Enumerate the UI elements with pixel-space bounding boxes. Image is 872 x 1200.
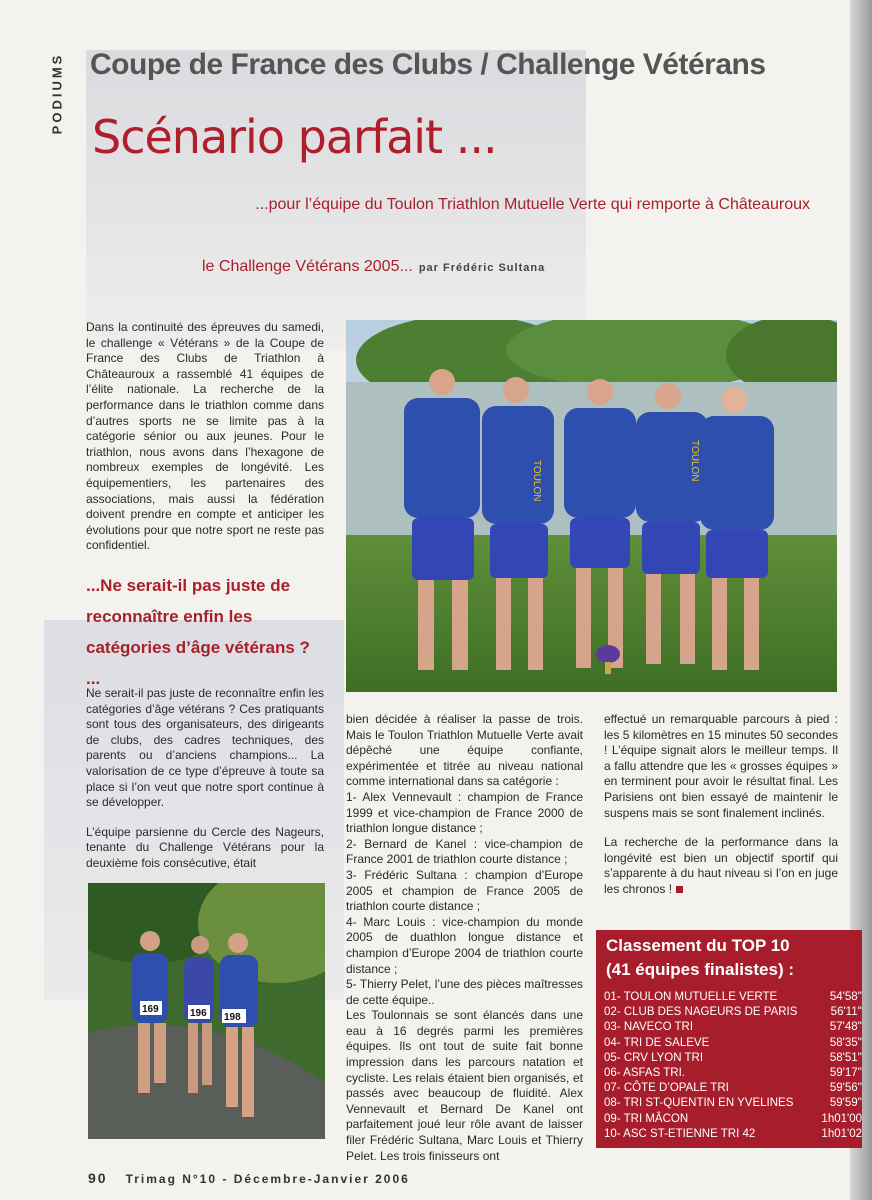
jersey-text: TOULON [689,440,700,482]
team-name: 02- CLUB DES NAGEURS DE PARIS [604,1006,798,1019]
race-bib: 198 [224,1012,241,1023]
team-time: 1h01'02 [821,1127,862,1140]
ranking-row [604,1020,862,1035]
team-time: 59'59'' [829,1097,862,1110]
ranking-title-line: Classement du TOP 10 [606,936,790,955]
list-item: 2- Bernard de Kanel : vice-champion de France 2001 de triathlon courte distance ; [346,836,583,867]
ranking-row [604,1112,862,1127]
body-column-2 [346,712,583,1164]
team-time: 59'17'' [829,1067,862,1080]
intro-paragraph: Dans la continuité des épreuves du samedi, le challenge « Vétérans » de la Coupe de France des Clubs de Triathlon à Châteauroux a rassemblé 41 équipes de l’élite nationale. La recherche de la performance dans le triathlon comme dans d’autres sports ne se limite pas à la catégorie sénior ou aux jeunes. Pour le triathlon, nous avons dans l’hexagone de nombreux exemples de longévité. Les équipementiers, les partenaires des associations, mais aussi la fédération doivent prendre en compte et anticiper les évolutions pour que notre sport ne reste pas confidentiel. [86,320,324,553]
race-photo [88,883,325,1139]
body-column-3 [604,712,838,912]
ranking-row [604,1096,862,1111]
team-time: 1h01'00 [821,1112,862,1125]
race-photo-illustration [88,883,325,1139]
ranking-list [604,990,862,1142]
body-column-1 [86,686,324,886]
team-name: 04- TRI DE SALEVE [604,1036,710,1049]
closing-text: La recherche de la performance dans la longévité est bien un objectif sportif qui s’apparente à du haut niveau si l’on en juge les chronos ! [604,835,838,896]
end-of-article-icon [676,886,683,893]
team-photo [346,320,837,692]
ranking-row [604,990,862,1005]
team-name: 05- CRV LYON TRI [604,1051,704,1064]
team-time: 54'58'' [829,991,862,1003]
pull-quote: ...Ne serait-il pas juste de reconnaître enfin les catégories d’âge vétérans ? ... [86,576,310,688]
ranking-row [604,1036,862,1051]
race-bib: 196 [190,1008,207,1019]
team-time: 57'48'' [829,1021,862,1034]
byline: par Frédéric Sultana [418,262,546,274]
list-item: 3- Frédéric Sultana : champion d’Europe 2005 et champion de France 2005 de triathlon courte distance ; [346,867,583,914]
paragraph: L’équipe parsienne du Cercle des Nageurs, tenante du Challenge Vétérans pour la deuxième fois consécutive, était [86,824,324,870]
race-bib: 169 [142,1004,159,1015]
team-name: 03- NAVECO TRI [604,1021,694,1034]
page-footer [88,1170,410,1186]
jersey-text: TOULON [531,460,542,502]
publication-info: Trimag N°10 - Décembre-Janvier 2006 [125,1172,410,1186]
team-time: 58'51'' [829,1051,862,1064]
list-item: 4- Marc Louis : vice-champion du monde 2005 de duathlon longue distance et champion d’Europe 2004 de triathlon courte distance ; [346,914,583,976]
page-title: Scénario parfait ... [92,110,497,164]
list-item: 1- Alex Vennevault : champion de France 1999 et vice-champion de France 2000 de triathlon longue distance ; [346,789,583,836]
list-item: 5- Thierry Pelet, l’une des pièces maîtresses de cette équipe.. [346,977,583,1007]
team-name: 06- ASFAS TRI. [604,1067,685,1080]
subtitle-continued [202,258,545,276]
team-name: 10- ASC ST-ETIENNE TRI 42 [604,1127,756,1140]
page-number: 90 [88,1170,108,1186]
kicker-title: Coupe de France des Clubs / Challenge Vétérans [90,48,766,81]
paragraph: Ne serait-il pas juste de reconnaître enfin les catégories d’âge vétérans ? Ces pratiquants sont tous des organisateurs, des dirigeants de clubs, des cadres techniques, des parents ou d’anciens champions... La valorisation de ce type d’épreuve à toute sa place si l’on veut que notre sport continue à se développer. [86,686,324,810]
team-photo-illustration [346,320,837,692]
team-time: 56'11'' [830,1006,862,1019]
subtitle-text: le Challenge Vétérans 2005... [202,258,413,275]
ranking-box [596,930,862,1148]
team-name: 07- CÔTE D’OPALE TRI [604,1082,729,1095]
paragraph [604,835,838,897]
ranking-row [604,1127,862,1142]
paragraph: effectué un remarquable parcours à pied : les 5 kilomètres en 15 minutes 50 secondes ! L’équipe signait alors le meilleur temps. Il a fallu attendre que les « grosses équipes » en terminent pour avoir le résultat final. Les Parisiens ont bien essayé de maintenir le suspens mais se sont finalement inclinés. [604,712,838,820]
paragraph: Les Toulonnais se sont élancés dans une eau à 16 degrés parmi les premières équipes. Ils ont tout de suite fait bonne impression dans les parcours natation et cycliste. Les relais étaient bien organisés, et passés avec beaucoup de fluidité. Alex Vennevault et Bernard De Kanel ont parfaitement joué leur rôle avant de laisser filer Frédéric Sultana, Marc Louis et Thierry Pelet. Les trois finisseurs ont [346,1008,583,1163]
team-time: 58'35'' [829,1036,862,1049]
ranking-row [604,1066,862,1081]
team-name: 09- TRI MÂCON [604,1112,689,1125]
ranking-title [606,934,794,982]
ranking-row [604,1081,862,1096]
section-tag: PODIUMS [49,52,65,135]
ranking-subtitle: (41 équipes finalistes) : [606,960,794,979]
paragraph: bien décidée à réaliser la passe de trois. Mais le Toulon Triathlon Mutuelle Verte avait dépêché une équipe confiante, expérimentée et titrée au niveau national comme international dans sa catégorie : [346,712,583,789]
team-name: 08- TRI ST-QUENTIN EN YVELINES [604,1097,794,1110]
team-name: 01- TOULON MUTUELLE VERTE [604,991,778,1003]
team-time: 59'56'' [829,1082,862,1095]
ranking-row [604,1051,862,1066]
ranking-row [604,1005,862,1020]
subtitle: ...pour l’équipe du Toulon Triathlon Mutuelle Verte qui remporte à Châteauroux [255,196,810,213]
